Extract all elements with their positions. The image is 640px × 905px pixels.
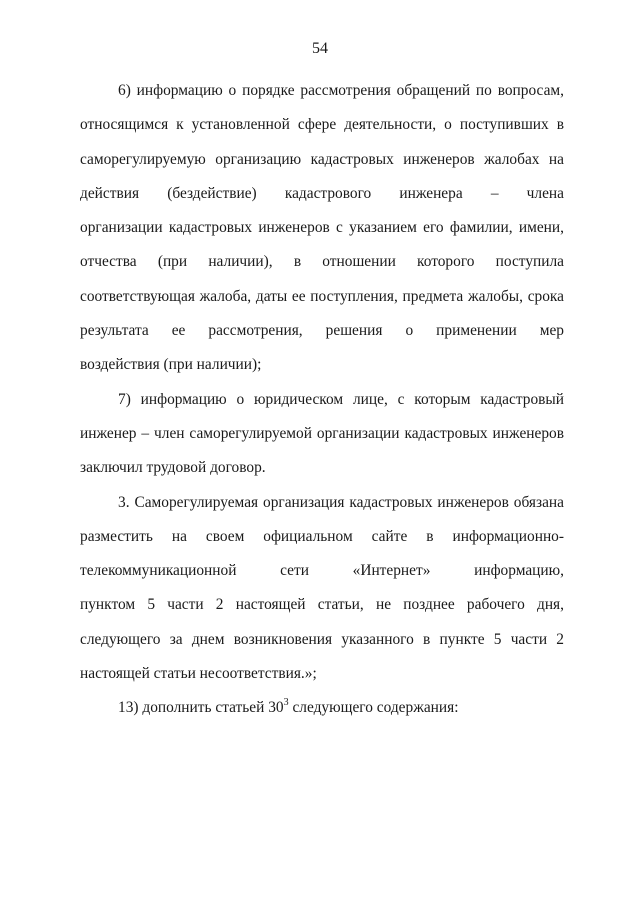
text-line: соответствующая жалоба, даты ее поступления, предмета жалобы, срока bbox=[80, 287, 564, 305]
text-line: организации кадастровых инженеров с указанием его фамилии, имени, bbox=[80, 219, 564, 237]
text-line: следующего за днем возникновения указанного в пункте 5 части 2 bbox=[80, 630, 564, 648]
article-superscript: 3 bbox=[283, 697, 289, 709]
text-line: телекоммуникационной сети «Интернет» информацию, bbox=[80, 562, 564, 580]
text-line: результата ее рассмотрения, решения о применении мер bbox=[80, 322, 564, 340]
text-line: отчества (при наличии), в отношении которого поступила bbox=[80, 253, 564, 271]
text-line: относящимся к установленной сфере деятельности, о поступивших в bbox=[80, 116, 564, 134]
text-line: инженер – член саморегулируемой организации кадастровых инженеров bbox=[80, 424, 564, 442]
text-line: саморегулируемую организацию кадастровых инженеров жалобах на bbox=[80, 150, 564, 168]
text-line: действия (бездействие) кадастрового инженера – члена bbox=[80, 184, 564, 202]
amendment-suffix: следующего содержания: bbox=[288, 699, 459, 717]
document-body bbox=[80, 74, 564, 726]
text-line: 6) информацию о порядке рассмотрения обращений по вопросам, bbox=[118, 82, 564, 99]
page-number: 54 bbox=[312, 40, 328, 57]
text-line: пунктом 5 части 2 настоящей статьи, не позднее рабочего дня, bbox=[80, 596, 564, 614]
text-line: 3. Саморегулируемая организация кадастровых инженеров обязана bbox=[118, 493, 564, 511]
text-line: настоящей статьи несоответствия.»; bbox=[80, 665, 317, 683]
text-line: разместить на своем официальном сайте в информационно- bbox=[80, 527, 564, 545]
text-line: заключил трудовой договор. bbox=[80, 459, 266, 477]
text-line-amendment bbox=[80, 691, 564, 725]
amendment-prefix: 13) дополнить статьей 30 bbox=[118, 699, 284, 717]
text-line: 7) информацию о юридическом лице, с которым кадастровый bbox=[118, 390, 564, 408]
text-line: воздействия (при наличии); bbox=[80, 356, 262, 374]
